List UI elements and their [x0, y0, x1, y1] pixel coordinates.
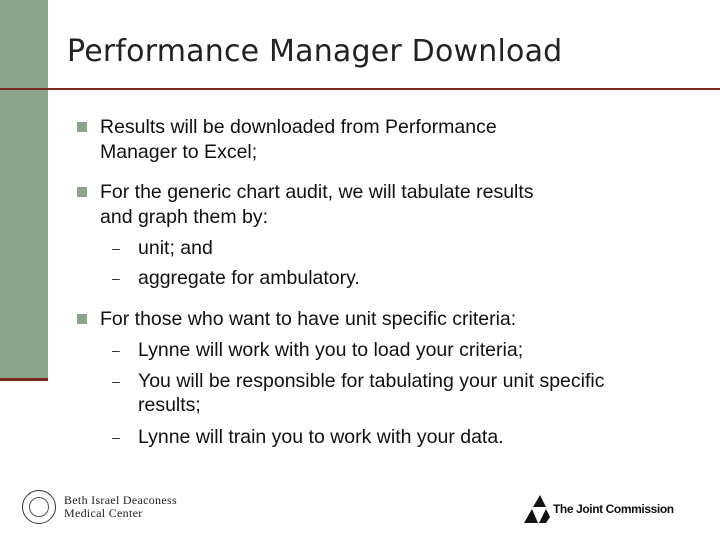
accent-sidebar — [0, 0, 48, 378]
sub-item-text: unit; and — [138, 237, 213, 259]
bullet-1-line-2: Manager to Excel; — [100, 141, 258, 163]
bidmc-line-1: Beth Israel Deaconess — [64, 493, 177, 507]
dash-bullet-icon: – — [112, 342, 120, 358]
dash-bullet-icon: – — [112, 373, 120, 389]
bidmc-logo — [22, 490, 177, 524]
dash-bullet-icon: – — [112, 240, 120, 256]
slide-title: Performance Manager Download — [67, 34, 563, 69]
joint-commission-text: The Joint Commission — [553, 502, 674, 516]
bullet-1 — [77, 115, 497, 165]
bullet-3 — [77, 307, 516, 332]
joint-commission-logo — [524, 495, 674, 523]
square-bullet-icon — [77, 314, 87, 324]
sub-item — [112, 369, 604, 417]
square-bullet-icon — [77, 187, 87, 197]
sub-item — [112, 266, 360, 290]
dash-bullet-icon: – — [112, 429, 120, 445]
sub-item — [112, 425, 504, 449]
dash-bullet-icon: – — [112, 270, 120, 286]
sub-item — [112, 236, 213, 260]
sub-item — [112, 338, 523, 362]
title-rule — [0, 88, 720, 90]
seal-icon — [22, 490, 56, 524]
sub-item-text: aggregate for ambulatory. — [138, 267, 360, 289]
bidmc-line-2: Medical Center — [64, 506, 143, 520]
sub-item-text: Lynne will train you to work with your data. — [138, 426, 504, 448]
bidmc-logo-text — [64, 494, 177, 520]
sidebar-divider — [0, 378, 48, 381]
bullet-1-line-1: Results will be downloaded from Performance — [100, 116, 497, 138]
sub-item-text: You will be responsible for tabulating your unit specific — [138, 370, 605, 392]
sub-item-text-continued: results; — [138, 394, 201, 416]
bullet-2 — [77, 180, 534, 230]
bullet-2-line-1: For the generic chart audit, we will tabulate results — [100, 181, 534, 203]
joint-commission-mark-icon — [524, 495, 550, 523]
square-bullet-icon — [77, 122, 87, 132]
sub-item-text: Lynne will work with you to load your criteria; — [138, 339, 524, 361]
bullet-2-line-2: and graph them by: — [100, 206, 269, 228]
bullet-3-line-1: For those who want to have unit specific criteria: — [100, 308, 517, 330]
